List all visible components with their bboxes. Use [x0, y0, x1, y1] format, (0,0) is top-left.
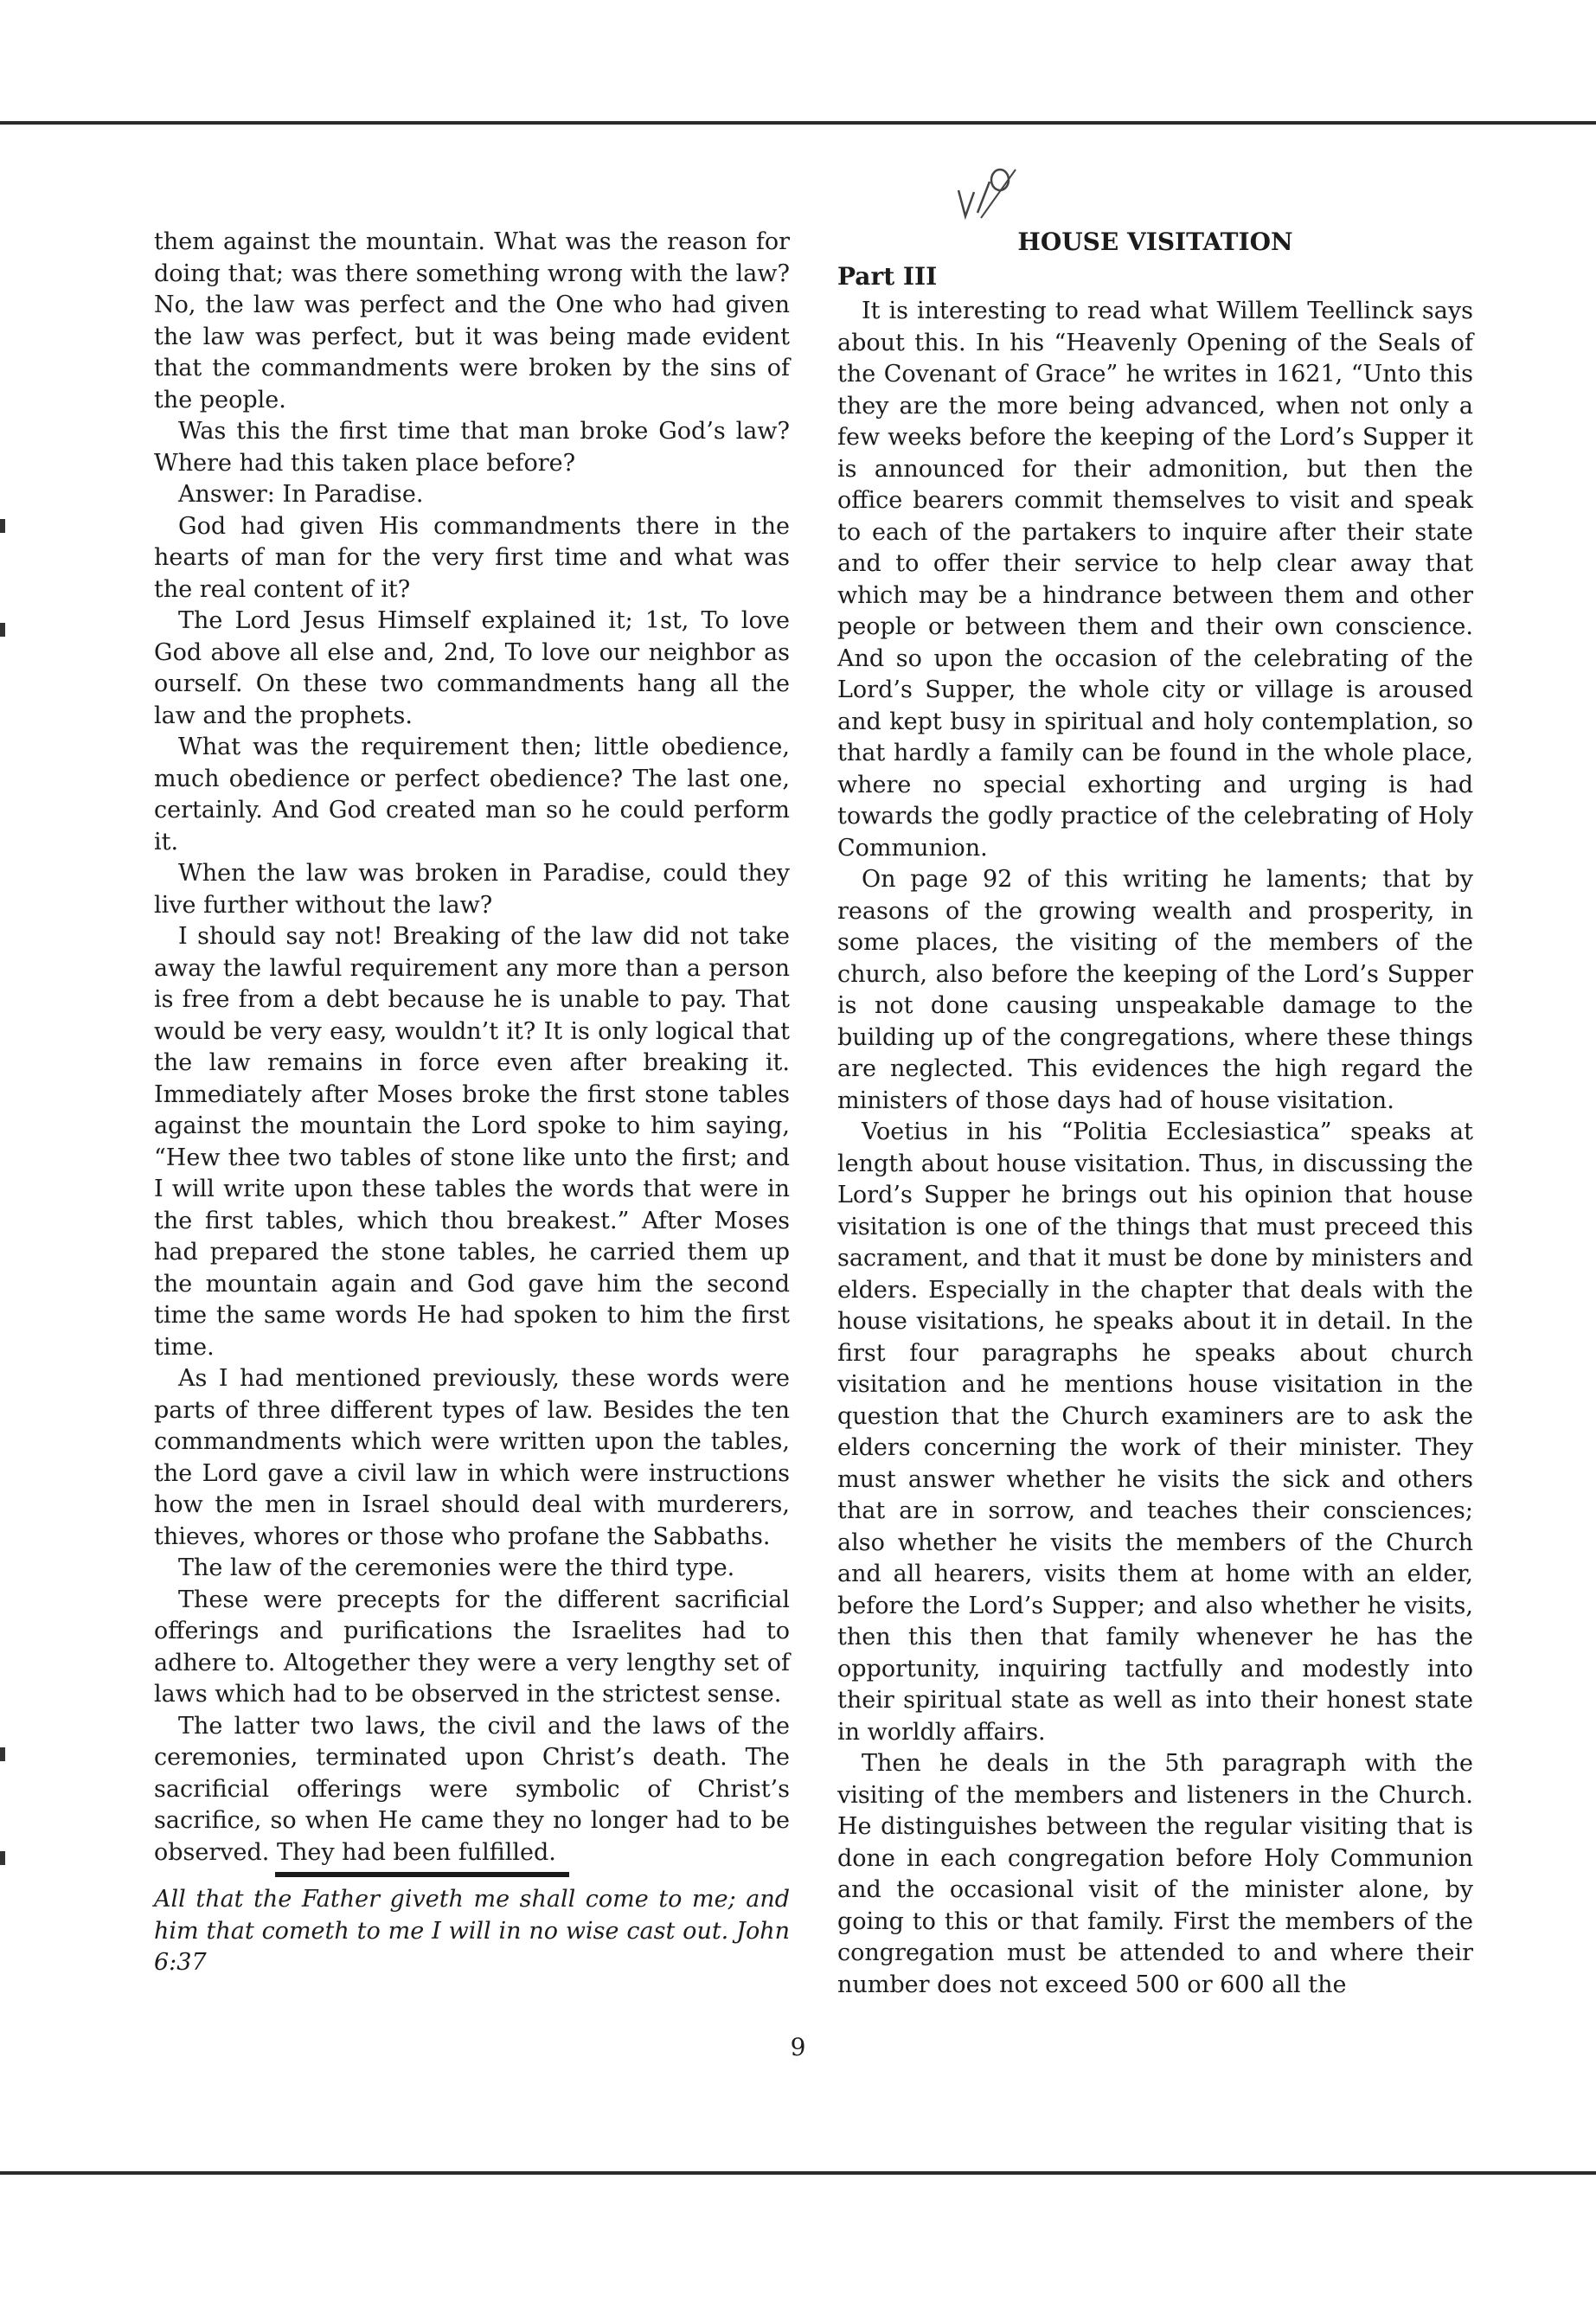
right-paragraph: Voetius in his “Politia Ecclesiastica” speaks at length about house visitation. Thus, in discussing the Lord’s Supper he brings out his opinion that house visitation is one of the things that must preceed this sacrament, and that it must be done by ministers and elders. Especially in the chapter that deals with the house visitations, he speaks about it in detail. In the first four paragraphs he speaks about church visitation and he mentions house visitation in the question that the Church examiners are to ask the elders concerning the work of their minister. They must answer whether he visits the sick and others that are in sorrow, and teaches their consciences; also whether he visits the members of the Church and all hearers, visits them at home with an elder, before the Lord’s Supper; and also whether he visits, then this then that family whenever he has the opportunity, inquiring tactfully and modestly into their spiritual state as well as into their honest state in worldly affairs.: [837, 1118, 1473, 1746]
margin-mark: [0, 623, 5, 637]
article-title: HOUSE VISITATION: [1017, 228, 1293, 256]
left-paragraph: The latter two laws, the civil and the laws of the ceremonies, terminated upon Christ’s death. The sacrificial offerings were symbolic of Christ’s sacrifice, so when He came they no longer had to be observed. They had been fulfilled.: [154, 1712, 790, 1866]
margin-mark: [0, 519, 5, 533]
top-border-line: [0, 121, 1596, 125]
left-column: [154, 227, 790, 1979]
right-paragraph: On page 92 of this writing he laments; that by reasons of the growing wealth and prosperity, in some places, the visiting of the members of the church, also before the keeping of the Lord’s Supper is not done causing unspeakable damage to the building up of the congregations, where these things are neglected. This evidences the high regard the ministers of those days had of house visitation.: [837, 866, 1473, 1114]
right-column: [837, 227, 1473, 2001]
left-paragraph: What was the requirement then; little obedience, much obedience or perfect obedience? The last one, certainly. And God created man so he could perform it.: [154, 734, 790, 856]
left-paragraph: These were precepts for the different sacrificial offerings and purifications the Israelites had to adhere to. Altogether they were a very lengthy set of laws which had to be observed in the strictest sense.: [154, 1586, 790, 1708]
right-paragraph: Then he deals in the 5th paragraph with the visiting of the members and listeners in the Church. He distinguishes between the regular visiting that is done in each congregation before Holy Communion and the occasional visit of the minister alone, by going to this or that family. First the members of the congregation must be attended to and where their number does not exceed 500 or 600 all the: [837, 1750, 1473, 1998]
left-paragraph: them against the mountain. What was the reason for doing that; was there something wrong with the law? No, the law was perfect and the One who had given the law was perfect, but it was being made evident that the commandments were broken by the sins of the people.: [154, 228, 790, 413]
margin-mark: [0, 1851, 5, 1865]
left-paragraph: The Lord Jesus Himself explained it; 1st, To love God above all else and, 2nd, To love our neighbor as ourself. On these two commandments hang all the law and the prophets.: [154, 607, 790, 729]
left-paragraph: As I had mentioned previously, these words were parts of three different types of law. Besides the ten commandments which were written upon the tables, the Lord gave a civil law in which were instructions how the men in Israel should deal with murderers, thieves, whores or those who profane the Sabbaths.: [154, 1365, 790, 1550]
left-paragraph: When the law was broken in Paradise, could they live further without the law?: [154, 860, 790, 919]
bottom-border-line: [0, 2171, 1596, 2175]
margin-mark: [0, 1747, 5, 1761]
left-paragraph: I should say not! Breaking of the law did not take away the lawful requirement any more than a person is free from a debt because he is unable to pay. That would be very easy, wouldn’t it? It is only logical that the law remains in force even after breaking it. Immediately after Moses broke the first stone tables against the mountain the Lord spoke to him saying, “Hew thee two tables of stone like unto the first; and I will write upon these tables the words that were in the first tables, which thou breakest.” After Moses had prepared the stone tables, he carried them up the mountain again and God gave him the second time the same words He had spoken to him the first time.: [154, 923, 790, 1361]
part-label: Part III: [837, 262, 938, 291]
right-paragraph: It is interesting to read what Willem Teellinck says about this. In his “Heavenly Opening of the Seals of the Covenant of Grace” he writes in 1621, “Unto this they are the more being advanced, when not only a few weeks before the keeping of the Lord’s Supper it is announced for their admonition, but then the office bearers commit themselves to visit and speak to each of the partakers to inquire after their state and to offer their service to help clear away that which may be a hindrance between them and other people or between them and their own conscience. And so upon the occasion of the celebrating of the Lord’s Supper, the whole city or village is aroused and kept busy in spiritual and holy contemplation, so that hardly a family can be found in the whole place, where no special exhorting and urging is had towards the godly practice of the celebrating of Holy Communion.: [837, 298, 1473, 862]
page-number: 9: [790, 2033, 806, 2061]
handwritten-mark: [952, 156, 1029, 225]
left-paragraph: Was this the first time that man broke God’s law? Where had this taken place before?: [154, 418, 790, 477]
left-paragraph: Answer: In Paradise.: [178, 481, 424, 508]
left-paragraph: God had given His commandments there in the hearts of man for the very first time and what was the real content of it?: [154, 512, 790, 603]
left-paragraph: The law of the ceremonies were the third type.: [178, 1554, 735, 1581]
section-separator: [275, 1872, 569, 1877]
scripture-quote: All that the Father giveth me shall come to me; and him that cometh to me I will in no wise cast out. John 6:37: [154, 1886, 790, 1976]
